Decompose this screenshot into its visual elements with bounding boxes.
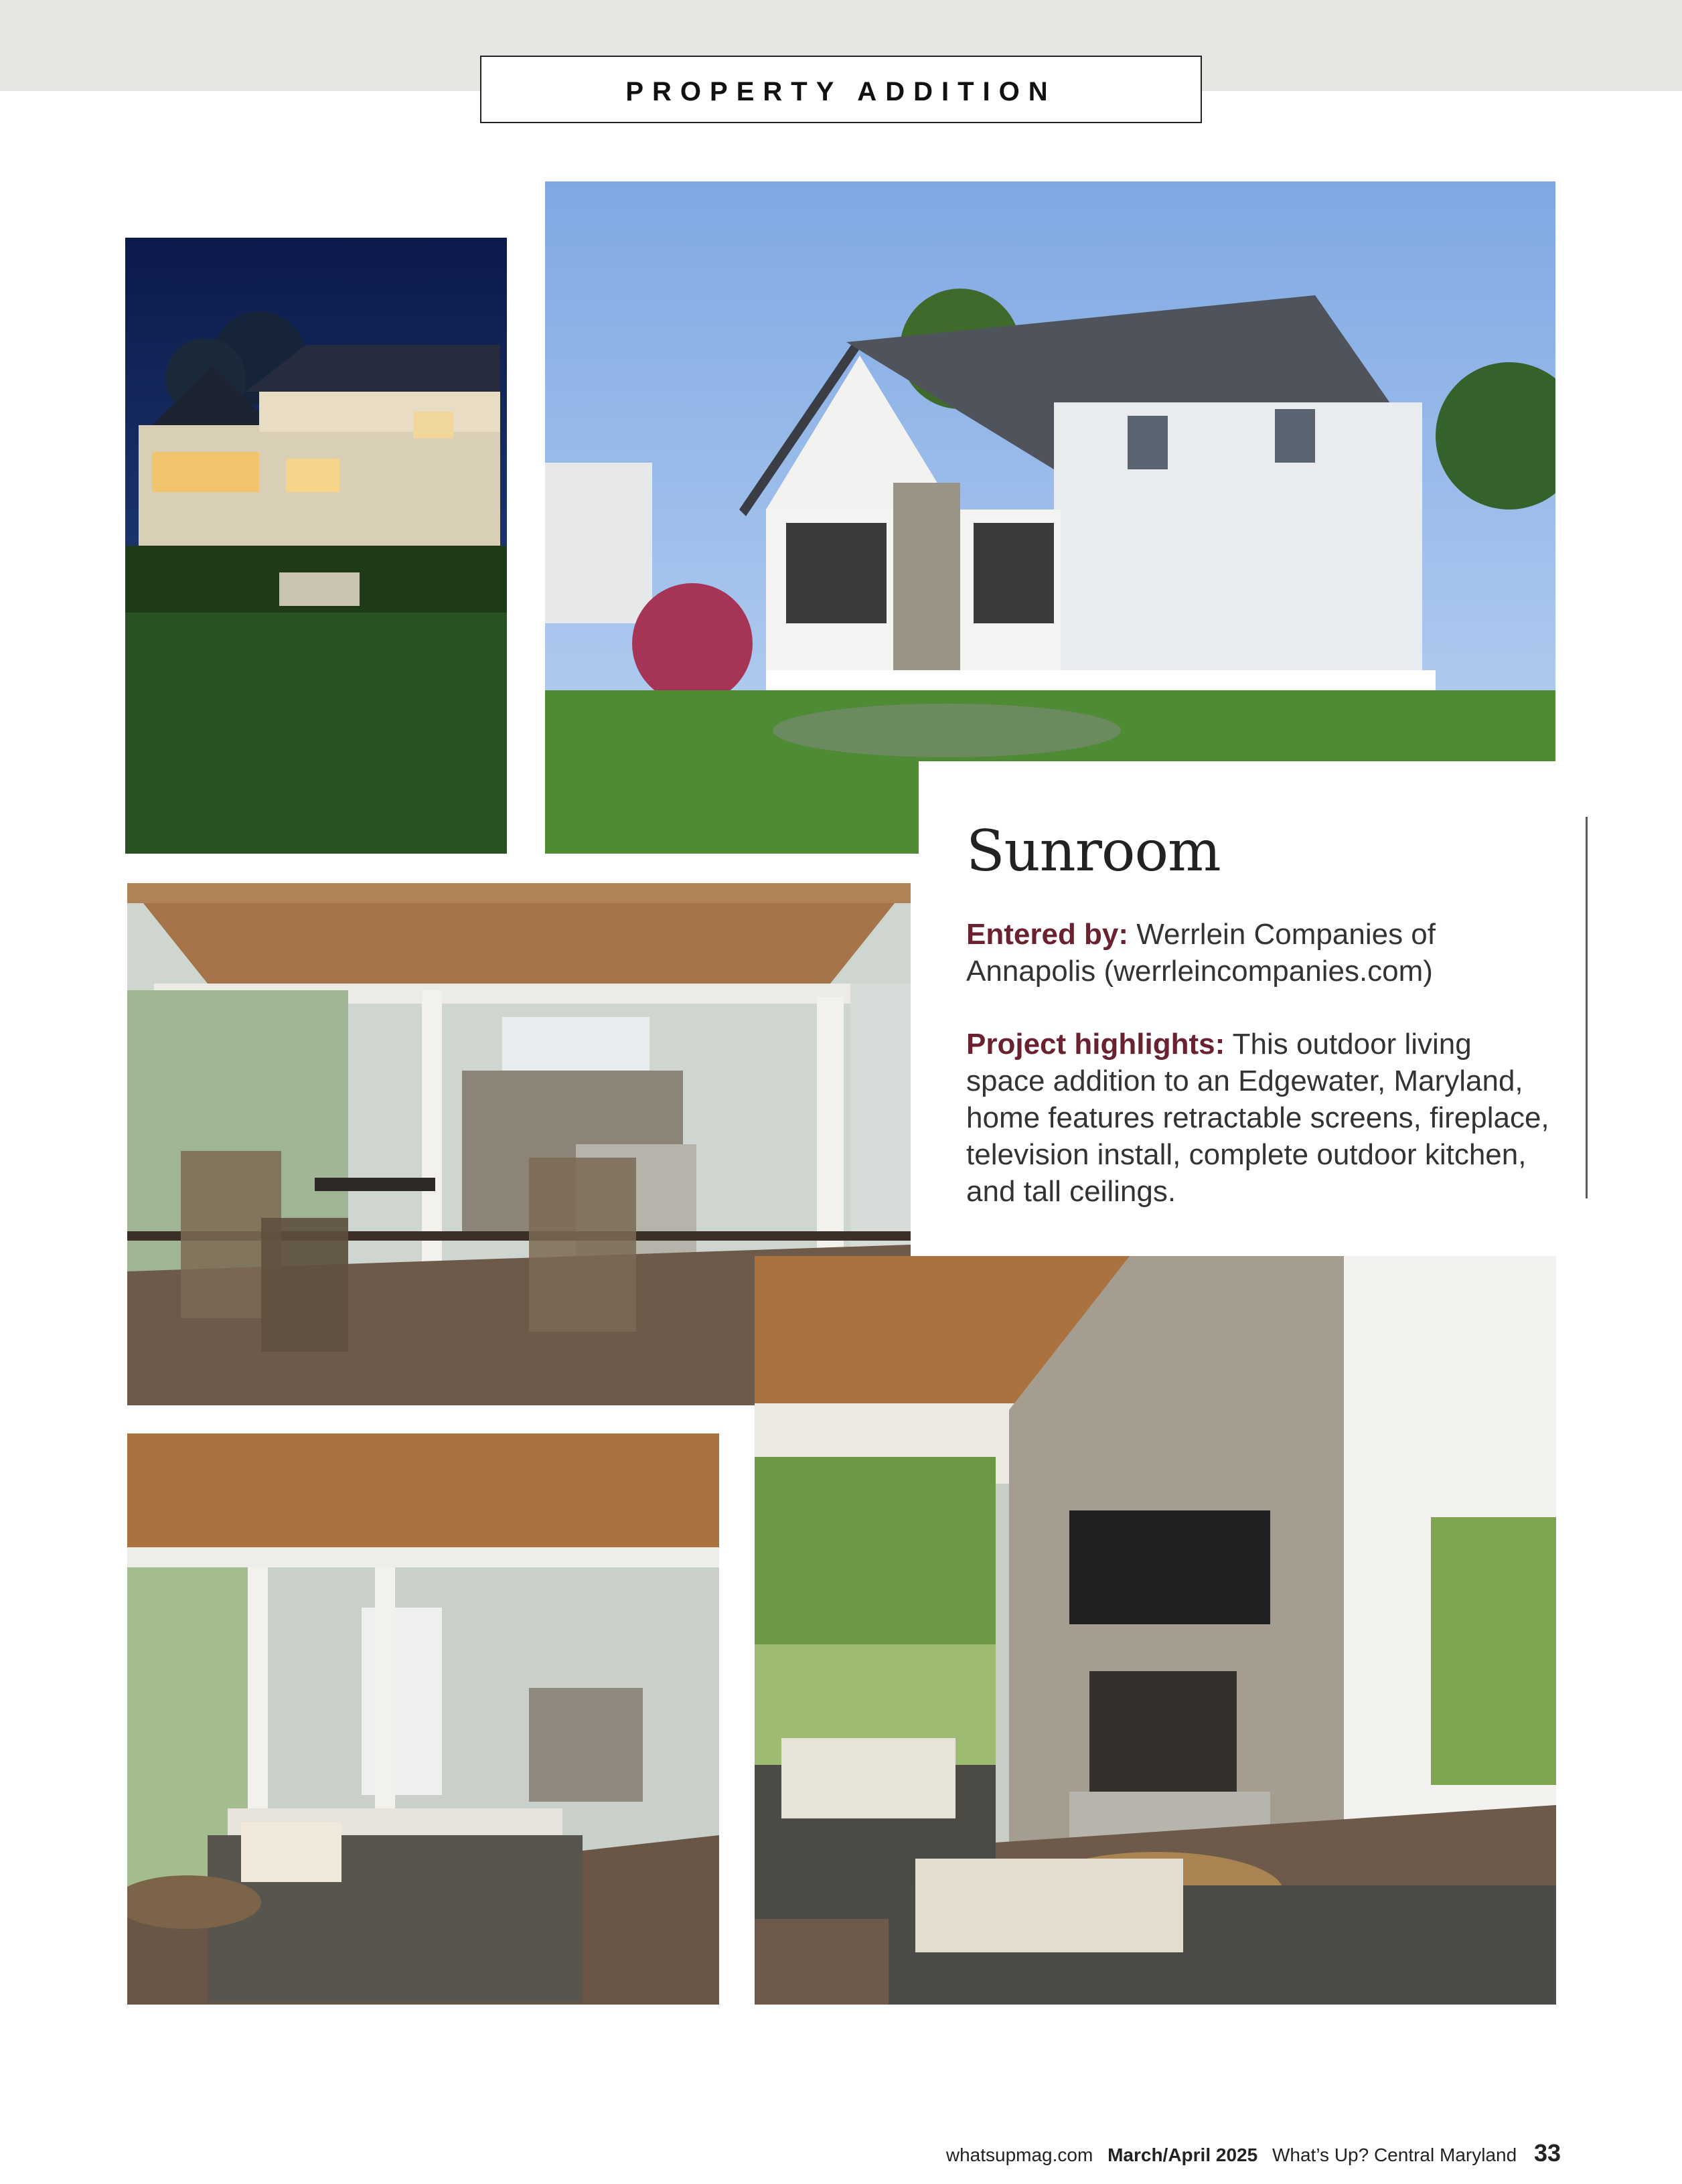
highlights-paragraph xyxy=(966,1026,1555,1210)
section-label: PROPERTY ADDITION xyxy=(625,77,1057,106)
entered-by-text: Werrlein Companies of Annapolis (werrleincompanies.com) xyxy=(966,918,1436,988)
section-label-box xyxy=(480,56,1202,123)
entered-by-paragraph xyxy=(966,916,1555,990)
photo-interior-living xyxy=(127,1433,719,2005)
vertical-rule xyxy=(1586,817,1588,1198)
highlights-label: Project highlights: xyxy=(966,1028,1225,1061)
footer-issue: March/April 2025 xyxy=(1107,2144,1258,2165)
page-footer xyxy=(946,2139,1561,2167)
photo-house-exterior xyxy=(545,181,1555,854)
footer-website: whatsupmag.com xyxy=(945,2144,1093,2165)
category-heading: Sunroom xyxy=(966,818,1221,884)
footer-publication: What’s Up? Central Maryland xyxy=(1272,2144,1517,2165)
page-number: 33 xyxy=(1533,2139,1561,2167)
highlights-text: This outdoor living space addition to an Edgewater, Maryland, home features retractable screens, fireplace, television install, complete outdoor kitchen, and tall ceilings. xyxy=(966,1028,1549,1208)
photo-interior-fireplace xyxy=(755,1256,1556,2005)
entered-by-label: Entered by: xyxy=(966,918,1129,951)
photo-house-night xyxy=(125,238,507,854)
